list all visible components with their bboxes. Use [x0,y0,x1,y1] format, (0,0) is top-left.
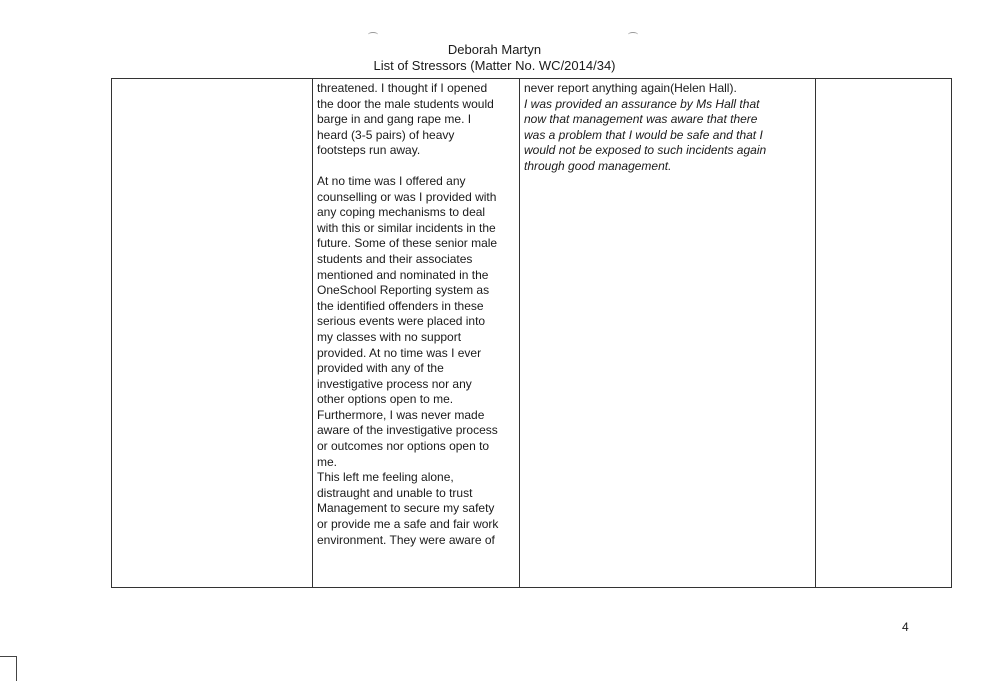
paragraph-gap [317,159,515,174]
stressors-table [111,78,952,588]
text-line: now that management was aware that there [524,112,758,127]
text-line: with this or similar incidents in the [317,220,496,235]
text-line: students and their associates [317,251,473,266]
response-cell [520,79,816,588]
text-line: aware of the investigative process [317,423,498,438]
text-line: my classes with no support [317,329,462,344]
document-author: Deborah Martyn [447,42,542,57]
account-paragraph-2 [317,174,515,548]
account-cell [313,79,520,588]
text-line: or outcomes nor options open to [317,439,490,454]
text-line: Management to secure my safety [317,501,495,516]
text-line: threatened. I thought if I opened [317,81,488,95]
scan-mark [628,32,638,37]
account-paragraph-1 [317,81,515,159]
text-line: future. Some of these senior male [317,236,498,251]
text-line: would not be exposed to such incidents again [524,143,767,158]
table-row [112,79,952,588]
text-line: serious events were placed into [317,314,486,329]
text-line: investigative process nor any [317,376,472,391]
text-line: OneSchool Reporting system as [317,283,490,298]
text-line: through good management. [524,158,672,173]
text-line: was a problem that I would be safe and that I [524,127,763,142]
empty-cell-last [816,79,952,588]
text-line: provided. At no time was I ever [317,345,482,360]
text-line: or provide me a safe and fair work [317,517,499,532]
assurance-paragraph [524,97,811,175]
text-line: distraught and unable to trust [317,485,473,500]
text-line: heard (3-5 pairs) of heavy [317,127,455,142]
text-line: barge in and gang rape me. I [317,112,472,127]
empty-cell-first [112,79,313,588]
text-line: provided with any of the [317,361,444,376]
text-line: footsteps run away. [317,143,421,158]
page-number: 4 [902,620,909,634]
text-line: I was provided an assurance by Ms Hall that [524,96,760,111]
text-line: At no time was I offered any [317,173,466,188]
text-line: counselling or was I provided with [317,189,497,204]
text-line: This left me feeling alone, [317,470,454,485]
scan-mark [368,32,378,37]
text-line: other options open to me. [317,392,454,407]
text-line: any coping mechanisms to deal [317,205,486,220]
text-line: environment. They were aware of [317,532,495,547]
text-line: the identified offenders in these [317,298,484,313]
document-subtitle: List of Stressors (Matter No. WC/2014/34) [373,58,616,73]
text-line: Furthermore, I was never made [317,407,485,422]
text-line: the door the male students would [317,96,494,111]
corner-mark [0,656,17,681]
text-line: me. [317,454,338,469]
text-line: mentioned and nominated in the [317,267,489,282]
response-line: never report anything again(Helen Hall). [524,81,737,95]
